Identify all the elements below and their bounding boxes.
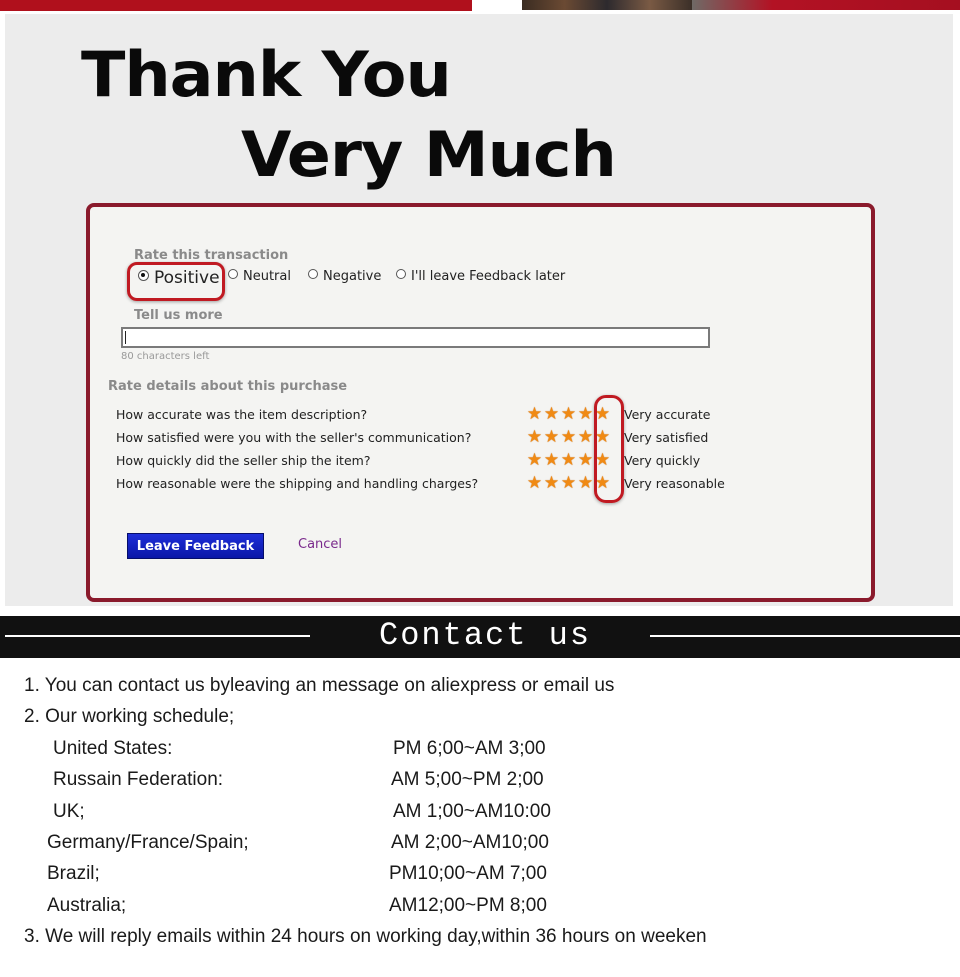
star-icon[interactable]: ★ (543, 427, 560, 447)
cancel-link[interactable]: Cancel (298, 537, 343, 552)
characters-left-counter: 80 characters left (121, 351, 210, 362)
star-icon[interactable]: ★ (560, 404, 577, 424)
leave-feedback-button[interactable]: Leave Feedback (127, 533, 264, 559)
schedule-hours: AM 5;00~PM 2;00 (391, 769, 544, 790)
rating-question: How satisfied were you with the seller's communication? (116, 430, 472, 445)
radio-icon[interactable] (308, 269, 318, 279)
detail-rating-row (116, 427, 836, 450)
schedule-region: UK; (53, 801, 85, 822)
schedule-region: Brazil; (47, 863, 100, 884)
rating-question: How accurate was the item description? (116, 407, 368, 422)
radio-neutral[interactable] (228, 269, 291, 284)
star-icon[interactable]: ★ (526, 473, 543, 493)
schedule-region: United States: (53, 738, 173, 759)
rating-result-text: Very accurate (624, 407, 711, 422)
radio-negative-label: Negative (323, 269, 382, 284)
schedule-region: Germany/France/Spain; (47, 832, 249, 853)
radio-feedback-later[interactable] (396, 269, 565, 284)
rate-details-label: Rate details about this purchase (108, 379, 348, 394)
banner-divider-left (5, 635, 310, 637)
radio-neutral-label: Neutral (243, 269, 291, 284)
star-icon[interactable]: ★ (594, 404, 611, 424)
thank-you-heading: Thank You (81, 38, 451, 111)
contact-us-title: Contact us (379, 617, 592, 654)
schedule-hours: PM 6;00~AM 3;00 (393, 738, 546, 759)
schedule-hours: AM 1;00~AM10:00 (393, 801, 551, 822)
positive-highlight-outline (127, 262, 225, 301)
rating-question: How reasonable were the shipping and handling charges? (116, 476, 479, 491)
schedule-hours: AM 2;00~AM10;00 (391, 832, 549, 853)
detail-rating-row (116, 473, 836, 496)
banner-divider-right (650, 635, 960, 637)
star-icon[interactable]: ★ (543, 404, 560, 424)
star-icon[interactable]: ★ (594, 473, 611, 493)
contact-us-banner (0, 616, 960, 658)
radio-icon[interactable] (228, 269, 238, 279)
star-icon[interactable]: ★ (594, 427, 611, 447)
star-icon[interactable]: ★ (577, 473, 594, 493)
star-icon[interactable]: ★ (577, 404, 594, 424)
radio-negative[interactable] (308, 269, 381, 284)
contact-item-2: 2. Our working schedule; (24, 706, 235, 727)
radio-icon[interactable] (396, 269, 406, 279)
top-decorative-strip (0, 0, 960, 12)
rating-result-text: Very satisfied (624, 430, 709, 445)
detail-rating-row (116, 450, 836, 473)
star-icon[interactable]: ★ (526, 404, 543, 424)
star-icon[interactable]: ★ (543, 473, 560, 493)
detail-rating-row (116, 404, 836, 427)
radio-later-label: I'll leave Feedback later (411, 269, 566, 284)
rating-question: How quickly did the seller ship the item? (116, 453, 371, 468)
schedule-region: Australia; (47, 895, 127, 916)
star-icon[interactable]: ★ (543, 450, 560, 470)
contact-item-1: 1. You can contact us byleaving an message on aliexpress or email us (24, 675, 615, 696)
fifth-star-highlight-outline (594, 395, 624, 503)
red-banner-left (0, 0, 472, 11)
rate-transaction-label: Rate this transaction (134, 248, 289, 263)
star-icon[interactable]: ★ (560, 450, 577, 470)
rating-result-text: Very quickly (624, 453, 701, 468)
star-icon[interactable]: ★ (577, 450, 594, 470)
banner-photo (522, 0, 692, 10)
star-icon[interactable]: ★ (560, 473, 577, 493)
red-banner-right (692, 0, 960, 10)
comment-input[interactable] (121, 327, 710, 348)
schedule-hours: PM10;00~AM 7;00 (389, 863, 547, 884)
star-icon[interactable]: ★ (526, 450, 543, 470)
schedule-hours: AM12;00~PM 8;00 (389, 895, 547, 916)
contact-item-3: 3. We will reply emails within 24 hours on working day,within 36 hours on weeken (24, 926, 707, 947)
schedule-region: Russain Federation: (53, 769, 224, 790)
very-much-heading: Very Much (241, 118, 616, 191)
star-icon[interactable]: ★ (560, 427, 577, 447)
star-icon[interactable]: ★ (594, 450, 611, 470)
rating-result-text: Very reasonable (624, 476, 725, 491)
star-icon[interactable]: ★ (526, 427, 543, 447)
radio-positive-label: Positive (154, 268, 220, 288)
tell-us-more-label: Tell us more (134, 308, 223, 323)
star-icon[interactable]: ★ (577, 427, 594, 447)
feedback-form-card (86, 203, 875, 602)
